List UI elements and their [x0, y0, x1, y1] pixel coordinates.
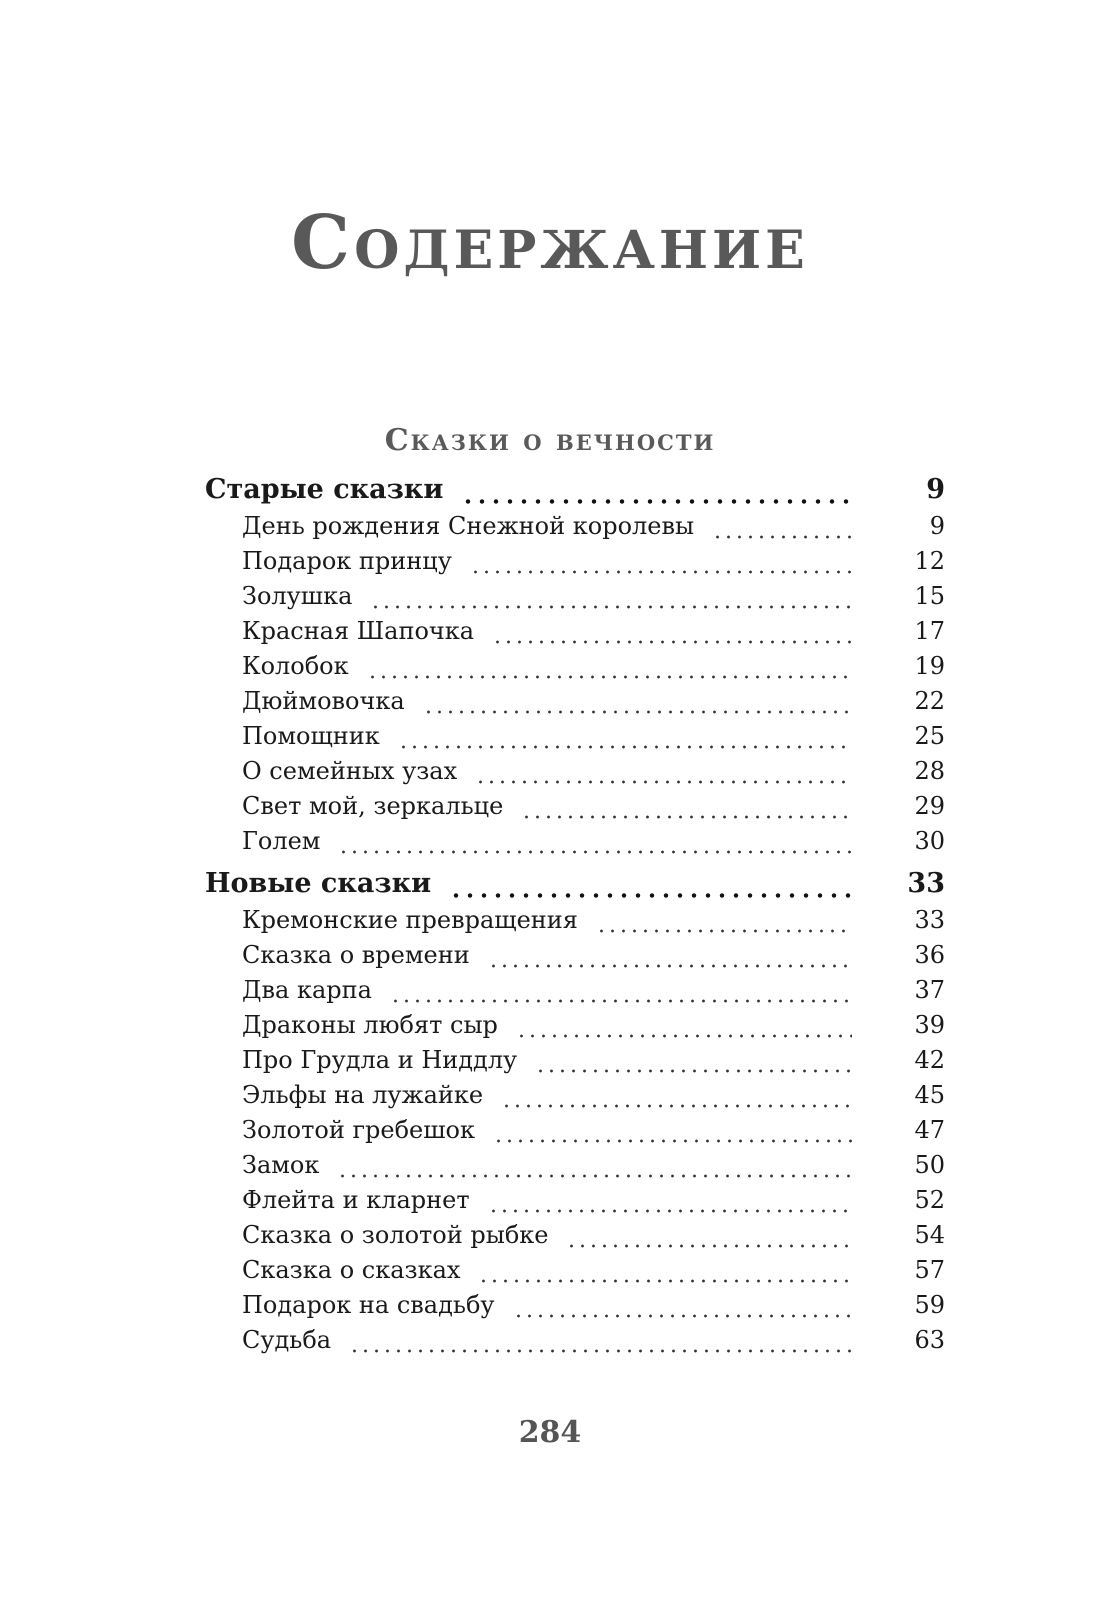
toc-page-number: 33	[914, 906, 945, 934]
toc-entry	[205, 1221, 945, 1256]
dot-leader	[390, 999, 852, 1003]
dot-leader	[488, 964, 852, 968]
toc-page-number: 36	[914, 941, 945, 969]
toc-entry	[205, 1151, 945, 1186]
dot-leader	[370, 605, 852, 609]
toc-entry-label: Свет мой, зеркальце	[242, 792, 504, 820]
toc-page-number: 9	[926, 474, 945, 505]
dot-leader	[338, 850, 852, 854]
dot-leader	[712, 535, 852, 539]
dot-leader	[596, 929, 852, 933]
toc-entry	[205, 512, 945, 547]
toc-entry-label: Драконы любят сыр	[242, 1011, 498, 1039]
dot-leader	[475, 780, 852, 784]
toc-entry	[205, 1291, 945, 1326]
dot-leader	[470, 570, 852, 574]
dot-leader	[461, 499, 852, 504]
toc-page-number: 37	[914, 976, 945, 1004]
section-title: Сказки о вечности	[384, 423, 716, 458]
toc-entry-label: Судьба	[242, 1326, 332, 1354]
toc-page-number: 19	[914, 652, 945, 680]
dot-leader	[535, 1069, 852, 1073]
toc-page-number: 57	[914, 1256, 945, 1284]
toc-entry	[205, 1256, 945, 1291]
toc-page-number: 59	[914, 1291, 945, 1319]
toc-entry	[205, 827, 945, 862]
toc-entry	[205, 976, 945, 1011]
toc-entry	[205, 547, 945, 582]
toc-entry-label: День рождения Снежной королевы	[242, 512, 695, 540]
toc-entry-label: Красная Шапочка	[242, 617, 475, 645]
toc-entry-label: Флейта и кларнет	[242, 1186, 470, 1214]
toc-entry-label: Сказка о времени	[242, 941, 470, 969]
toc-entry	[205, 792, 945, 827]
toc-entry-label: Помощник	[242, 722, 380, 750]
toc-page-number: 63	[914, 1326, 945, 1354]
toc-page-number: 25	[914, 722, 945, 750]
toc-entry-label: Два карпа	[242, 976, 372, 1004]
toc-entry-label: Сказка о золотой рыбке	[242, 1221, 549, 1249]
toc-entry	[205, 652, 945, 687]
toc-entry	[205, 1046, 945, 1081]
toc-page-number: 50	[914, 1151, 945, 1179]
toc-entry-label: Золушка	[242, 582, 353, 610]
toc-entry	[205, 582, 945, 617]
dot-leader	[488, 1209, 852, 1213]
toc-group-label: Старые сказки	[205, 474, 444, 505]
toc-entry-label: Колобок	[242, 652, 349, 680]
toc-entry-label: О семейных узах	[242, 757, 458, 785]
toc-page-number: 28	[914, 757, 945, 785]
toc-group-label: Новые сказки	[205, 868, 432, 899]
page-title: Содержание	[291, 200, 809, 286]
toc-entry	[205, 757, 945, 792]
toc-entry	[205, 1326, 945, 1361]
page-number-footer: 284	[518, 1415, 582, 1450]
toc-entry-label: Подарок принцу	[242, 547, 452, 575]
dot-leader	[478, 1279, 852, 1283]
dot-leader	[566, 1244, 852, 1248]
toc-entry	[205, 941, 945, 976]
toc-page-number: 52	[914, 1186, 945, 1214]
toc-page-number: 39	[914, 1011, 945, 1039]
toc-entry	[205, 687, 945, 722]
toc-group-heading	[205, 474, 945, 512]
toc-page-number: 42	[914, 1046, 945, 1074]
toc-entry	[205, 906, 945, 941]
toc-page-number: 54	[914, 1221, 945, 1249]
toc-group-heading	[205, 868, 945, 906]
toc-page-number: 45	[914, 1081, 945, 1109]
toc-entry	[205, 722, 945, 757]
dot-leader	[423, 710, 852, 714]
toc-page-number: 9	[929, 512, 945, 540]
table-of-contents	[205, 474, 945, 1361]
toc-entry	[205, 1081, 945, 1116]
toc-entry-label: Кремонские превращения	[242, 906, 578, 934]
toc-entry-label: Сказка о сказках	[242, 1256, 461, 1284]
toc-entry-label: Дюймовочка	[242, 687, 405, 715]
dot-leader	[398, 745, 852, 749]
toc-page-number: 29	[914, 792, 945, 820]
toc-page-number: 22	[914, 687, 945, 715]
dot-leader	[516, 1034, 852, 1038]
dot-leader	[337, 1174, 852, 1178]
toc-entry	[205, 1186, 945, 1221]
dot-leader	[449, 893, 852, 898]
toc-page-number: 30	[914, 827, 945, 855]
toc-page-number: 12	[914, 547, 945, 575]
toc-entry	[205, 1116, 945, 1151]
toc-entry	[205, 1011, 945, 1046]
toc-entry-label: Замок	[242, 1151, 320, 1179]
toc-entry-label: Золотой гребешок	[242, 1116, 476, 1144]
toc-page-number: 15	[914, 582, 945, 610]
toc-entry-label: Подарок на свадьбу	[242, 1291, 495, 1319]
toc-page-number: 17	[914, 617, 945, 645]
toc-page-number: 33	[907, 868, 945, 899]
toc-page-number: 47	[914, 1116, 945, 1144]
dot-leader	[513, 1314, 852, 1318]
dot-leader	[492, 640, 852, 644]
toc-entry-label: Голем	[242, 827, 321, 855]
dot-leader	[501, 1104, 852, 1108]
toc-entry-label: Эльфы на лужайке	[242, 1081, 484, 1109]
dot-leader	[493, 1139, 852, 1143]
dot-leader	[521, 815, 852, 819]
toc-entry-label: Про Грудла и Ниддлу	[242, 1046, 518, 1074]
dot-leader	[349, 1349, 852, 1353]
dot-leader	[367, 675, 852, 679]
toc-entry	[205, 617, 945, 652]
